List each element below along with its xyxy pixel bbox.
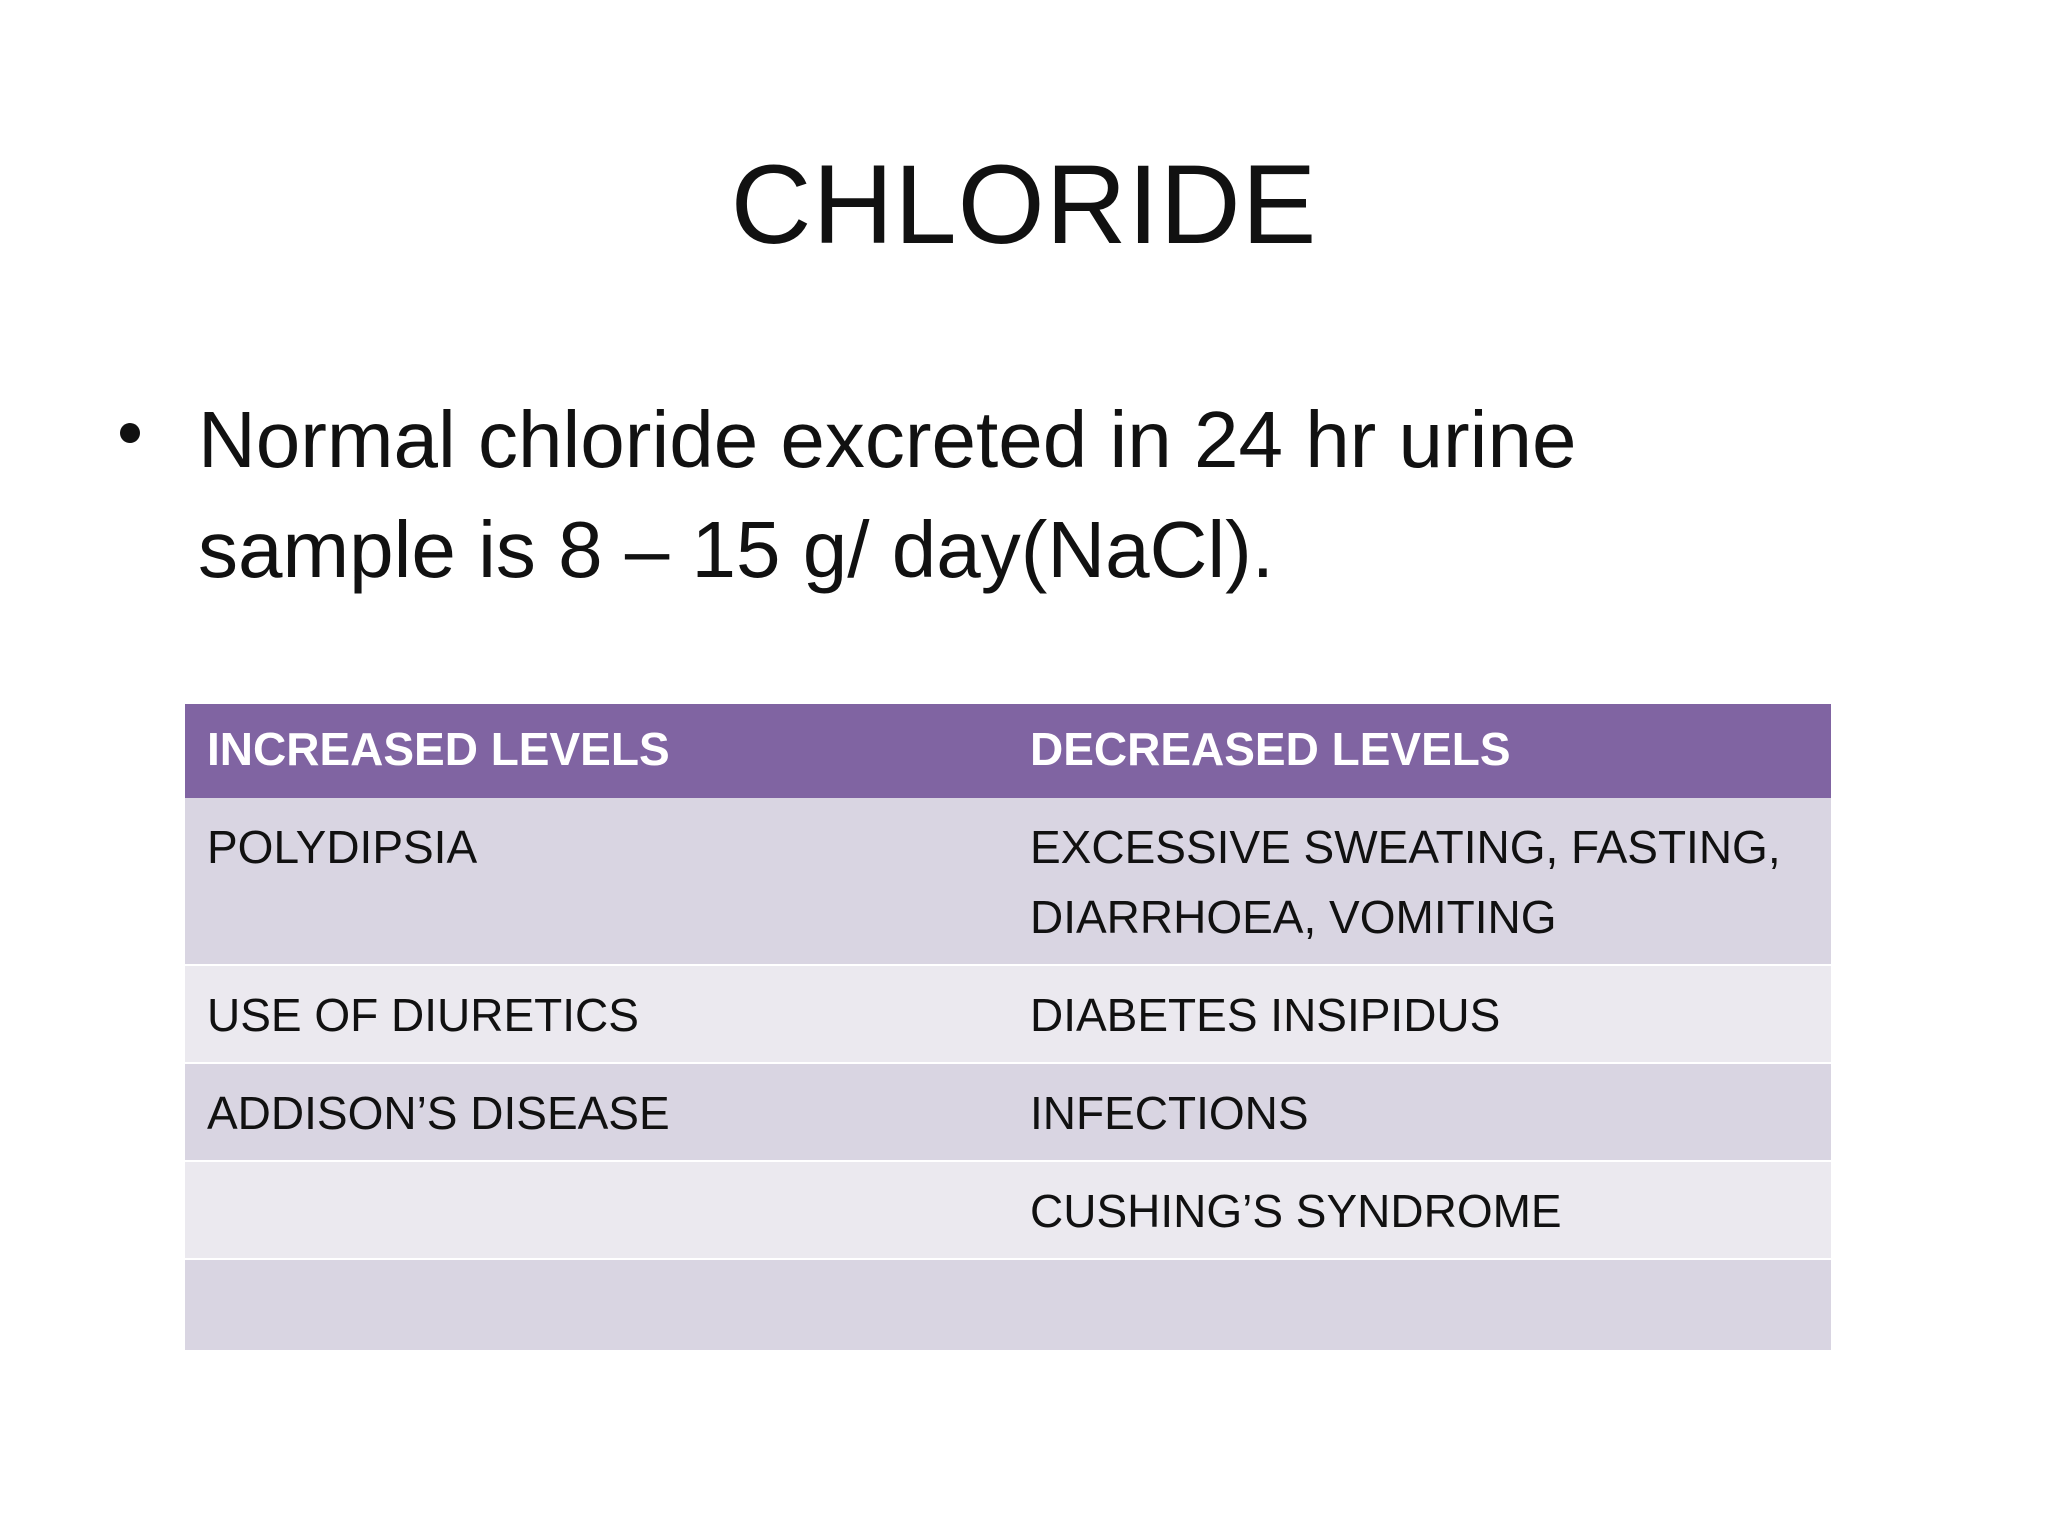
table-row xyxy=(185,1161,1831,1259)
levels-table xyxy=(185,704,1831,1352)
header-increased-levels: INCREASED LEVELS xyxy=(207,723,670,775)
table-cell xyxy=(1008,1259,1831,1351)
table-row xyxy=(185,965,1831,1063)
table-header-row xyxy=(185,704,1831,798)
table-cell xyxy=(185,1259,1008,1351)
table-cell: POLYDIPSIA xyxy=(207,821,478,873)
table-cell: ADDISON’S DISEASE xyxy=(207,1087,670,1139)
bullet-icon xyxy=(120,423,140,443)
levels-table-container xyxy=(185,704,1831,1352)
table-cell xyxy=(185,1161,1008,1259)
table-cell: USE OF DIURETICS xyxy=(207,989,639,1041)
table-cell: INFECTIONS xyxy=(1030,1087,1309,1139)
slide-title: CHLORIDE xyxy=(730,142,1318,267)
table-row xyxy=(185,1063,1831,1161)
header-decreased-levels: DECREASED LEVELS xyxy=(1030,723,1511,775)
table-row xyxy=(185,1259,1831,1351)
table-cell: EXCESSIVE SWEATING, FASTING, DIARRHOEA, VOMITING xyxy=(1030,821,1781,943)
bullet-text: Normal chloride excreted in 24 hr urine sample is 8 – 15 g/ day(NaCl). xyxy=(198,395,1577,594)
bullet-item xyxy=(120,385,1700,605)
table-cell: CUSHING’S SYNDROME xyxy=(1030,1185,1562,1237)
table-row xyxy=(185,798,1831,965)
table-cell: DIABETES INSIPIDUS xyxy=(1030,989,1501,1041)
